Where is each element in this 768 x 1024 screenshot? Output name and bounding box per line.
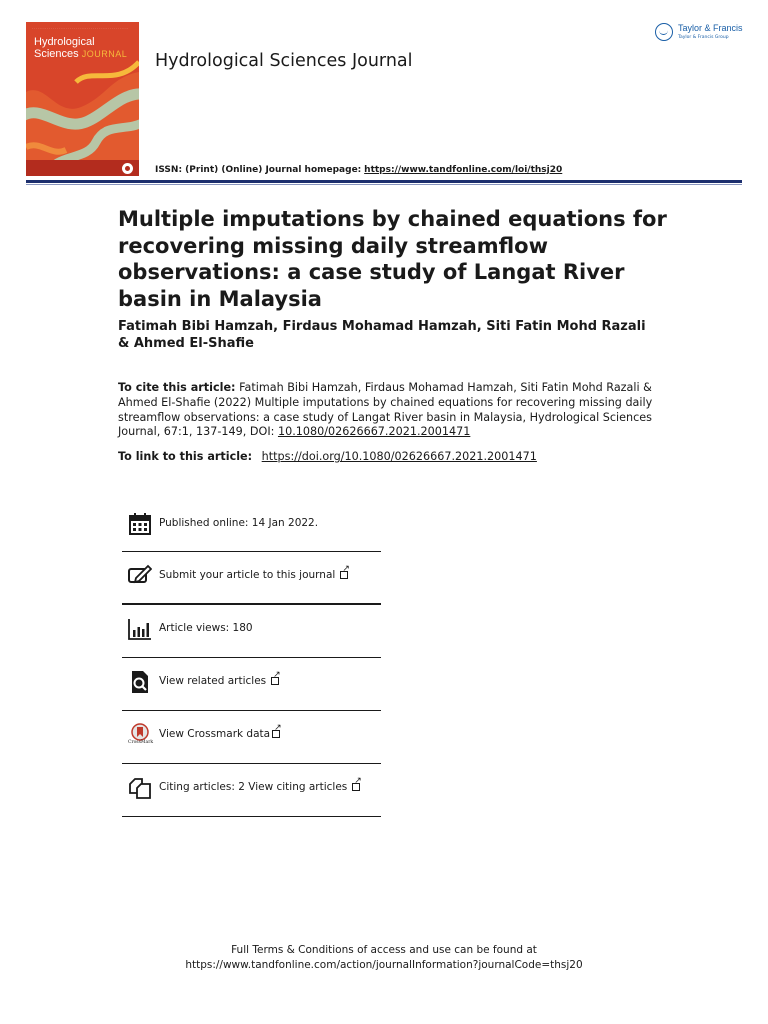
journal-name[interactable]: Hydrological Sciences Journal <box>155 51 413 71</box>
journal-homepage-link[interactable]: https://www.tandfonline.com/loi/thsj20 <box>364 165 563 175</box>
info-row-citing[interactable] <box>122 764 381 817</box>
citation-block <box>118 381 663 440</box>
footer-terms-text: Full Terms & Conditions of access and use can be found at <box>231 944 537 956</box>
crossmark-icon-label: CrossMark <box>128 740 154 745</box>
citing-articles-link[interactable]: Citing articles: 2 View citing articles <box>159 781 348 793</box>
taylor-francis-logo-icon <box>655 23 673 41</box>
external-link-icon <box>352 783 360 791</box>
citation-text: Fatimah Bibi Hamzah, Firdaus Mohamad Hamzah, Siti Fatin Mohd Razali & Ahmed El-Shafie (2022) Multiple imputations by chained equations for recovering missing daily streamflow observations: a case study of Langat River basin in Malaysia, Hydrological Sciences Journal, 67:1, 137-149, DOI: <box>118 381 653 439</box>
external-link-icon <box>271 677 279 685</box>
external-link-icon <box>272 730 280 738</box>
article-title: Multiple imputations by chained equations for recovering missing daily streamflow observations: a case study of Langat River basin in Malaysia <box>118 207 667 311</box>
publisher-logo-icon <box>122 163 133 174</box>
article-authors: Fatimah Bibi Hamzah, Firdaus Mohamad Hamzah, Siti Fatin Mohd Razali & Ahmed El-Shafie <box>118 319 646 351</box>
footer <box>0 943 768 973</box>
publisher-logo[interactable] <box>655 22 755 46</box>
footer-terms-url[interactable]: https://www.tandfonline.com/action/journalInformation?journalCode=thsj20 <box>185 959 583 971</box>
publisher-name: Taylor & Francis <box>678 23 743 33</box>
info-row-related[interactable] <box>122 658 381 711</box>
cover-title-line2: Sciences <box>34 48 79 60</box>
publisher-group: Taylor & Francis Group <box>678 35 729 40</box>
citation-label: To cite this article: <box>118 381 236 394</box>
related-articles-icon <box>128 670 152 694</box>
journal-cover <box>26 22 139 176</box>
citing-articles-icon <box>128 776 152 800</box>
crossmark-icon <box>128 723 152 747</box>
external-link-icon <box>340 571 348 579</box>
info-row-submit[interactable] <box>122 552 381 605</box>
header-rule <box>26 180 742 183</box>
published-date: Published online: 14 Jan 2022. <box>159 517 319 529</box>
info-row-crossmark[interactable] <box>122 711 381 764</box>
submit-article-link[interactable]: Submit your article to this journal <box>159 569 336 581</box>
related-articles-link[interactable]: View related articles <box>159 675 267 687</box>
info-row-published <box>122 500 381 552</box>
bar-chart-icon <box>128 617 152 641</box>
doi-link[interactable]: 10.1080/02626667.2021.2001471 <box>277 425 471 439</box>
cover-title <box>34 36 127 60</box>
issn-line <box>155 165 562 175</box>
article-info-list <box>122 500 381 817</box>
article-views: Article views: 180 <box>159 622 253 634</box>
cover-title-line1: Hydrological <box>34 36 95 48</box>
issn-label: ISSN: (Print) (Online) Journal homepage: <box>155 165 362 175</box>
calendar-icon <box>128 512 152 536</box>
cover-issue-strip: · · · · · · · · · · · · · · · · · · · · · · · · · · · · · · · · · · · · · · · · · · · · · · · · · · · <box>32 26 129 30</box>
cover-footer-band <box>26 160 139 176</box>
article-doi-url[interactable]: https://doi.org/10.1080/02626667.2021.2001471 <box>261 450 537 463</box>
article-link-line <box>118 450 537 463</box>
crossmark-link[interactable]: View Crossmark data <box>159 728 271 740</box>
cover-title-accent: JOURNAL <box>81 49 128 59</box>
header-rule-thin <box>26 184 742 185</box>
info-row-views <box>122 605 381 658</box>
edit-icon <box>128 564 152 588</box>
link-label: To link to this article: <box>118 450 253 463</box>
